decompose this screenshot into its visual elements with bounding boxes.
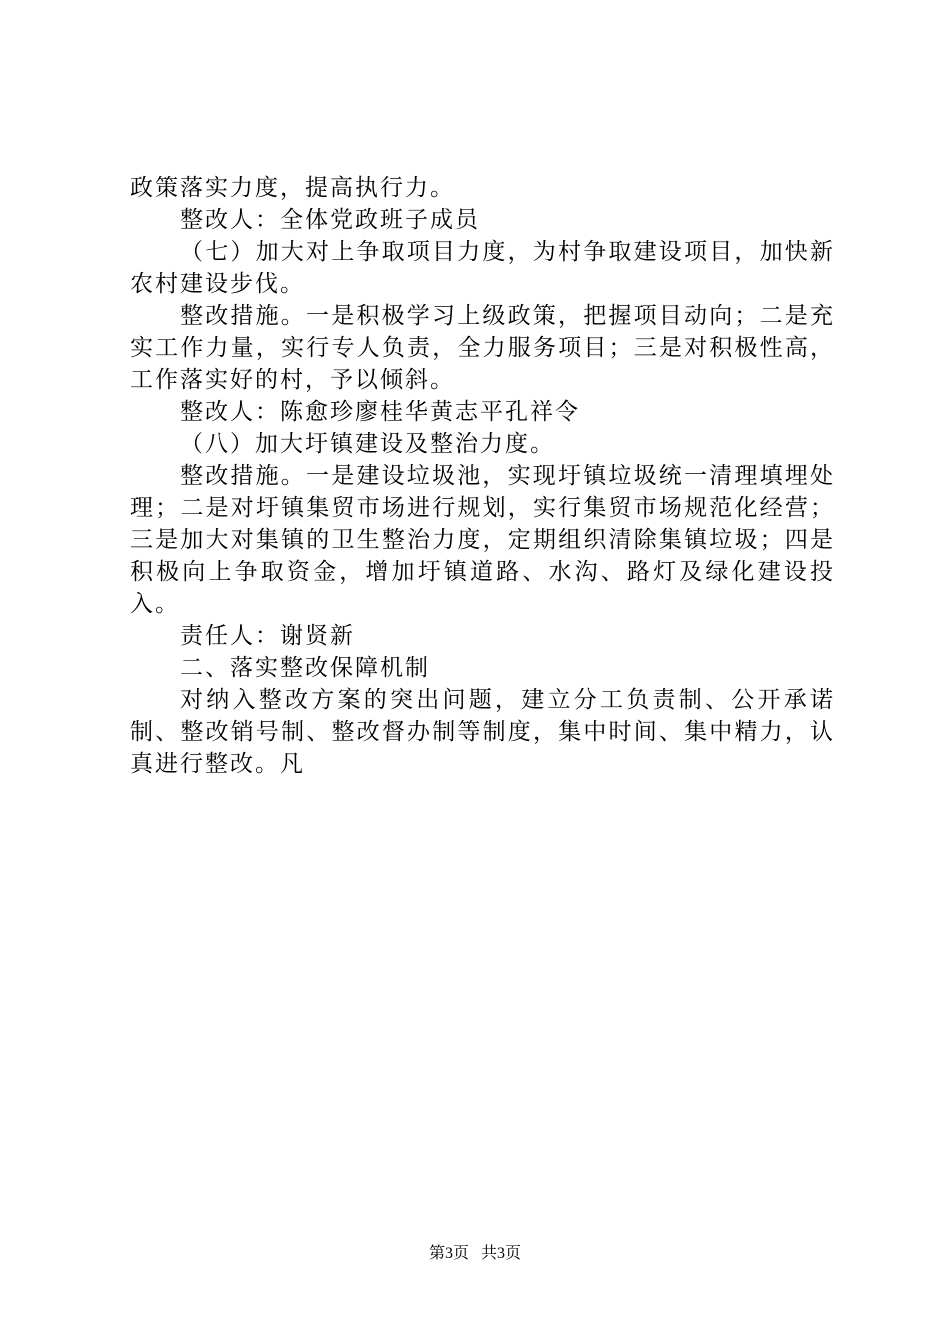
paragraph: 整改措施。一是积极学习上级政策，把握项目动向；二是充实工作力量，实行专人负责，全力服务项目；三是对积极性高，工作落实好的村，予以倾斜。 [130,303,835,393]
paragraph: 二、落实整改保障机制 [180,655,430,681]
paragraph: 整改人：陈愈珍廖桂华黄志平孔祥令 [180,399,580,425]
page-footer [0,1244,950,1264]
paragraph: （七）加大对上争取项目力度，为村争取建设项目，加快新农村建设步伐。 [130,239,835,297]
paragraph: 整改人：全体党政班子成员 [180,207,480,233]
page-number: 第3页 [428,1245,469,1262]
paragraph: 责任人：谢贤新 [180,623,355,649]
paragraph: 政策落实力度，提高执行力。 [130,175,455,201]
paragraph: 整改措施。一是建设垃圾池，实现圩镇垃圾统一清理填埋处理；二是对圩镇集贸市场进行规划，实行集贸市场规范化经营；三是加大对集镇的卫生整治力度，定期组织清除集镇垃圾；四是积极向上争取资金，增加圩镇道路、水沟、路灯及绿化建设投入。 [130,463,835,617]
document-body [130,172,835,780]
page-total: 共3页 [481,1245,522,1262]
paragraph: 对纳入整改方案的突出问题，建立分工负责制、公开承诺制、整改销号制、整改督办制等制度，集中时间、集中精力，认真进行整改。凡 [130,687,835,777]
paragraph: （八）加大圩镇建设及整治力度。 [180,431,555,457]
